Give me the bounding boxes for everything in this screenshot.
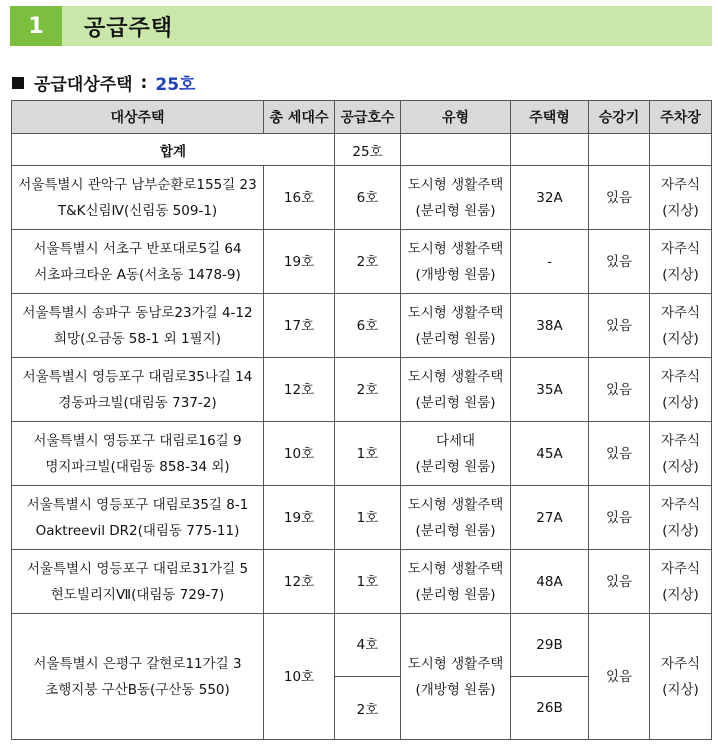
supply-cell — [335, 166, 401, 230]
parking-cell-line-2: (지상) — [662, 458, 699, 475]
header-supply-units: 공급호수 — [335, 101, 401, 134]
address-cell — [12, 358, 264, 422]
table-row — [12, 486, 712, 550]
empty-cell — [511, 134, 589, 166]
parking-cell — [650, 422, 712, 486]
parking-cell-line-2: (지상) — [662, 586, 699, 603]
elevator-cell-line-1: 있음 — [605, 189, 633, 206]
table-row — [12, 550, 712, 614]
address-cell-line-2: 초행지붕 구산B동(구산동 550) — [45, 681, 230, 698]
empty-cell — [650, 134, 712, 166]
households-cell — [264, 486, 335, 550]
address-cell — [12, 486, 264, 550]
address-cell-line-1: 서울특별시 은평구 갈현로11가길 3 — [33, 655, 242, 672]
header-parking: 주차장 — [650, 101, 712, 134]
supply-housing-table — [11, 100, 712, 740]
size-cell — [511, 294, 589, 358]
section-number: 1 — [10, 6, 62, 46]
parking-cell — [650, 358, 712, 422]
address-cell — [12, 614, 264, 740]
supply-cell — [335, 677, 401, 740]
elevator-cell-line-1: 있음 — [605, 573, 633, 590]
size-cell — [511, 422, 589, 486]
size-cell-line-1: - — [547, 253, 552, 270]
type-cell — [401, 486, 511, 550]
empty-cell — [401, 134, 511, 166]
parking-cell-line-1: 자주식 — [660, 432, 701, 449]
households-cell-line-1: 19호 — [283, 253, 315, 270]
type-cell-line-2: (분리형 원룸) — [415, 586, 496, 603]
address-cell-line-1: 서울특별시 서초구 반포대로5길 64 — [33, 240, 242, 257]
header-type: 유형 — [401, 101, 511, 134]
address-cell-line-2: Oaktreevil DR2(대림동 775-11) — [35, 522, 240, 539]
header-elevator: 승강기 — [589, 101, 650, 134]
size-cell — [511, 230, 589, 294]
size-cell — [511, 358, 589, 422]
subheading — [12, 70, 195, 95]
parking-cell-line-2: (지상) — [662, 266, 699, 283]
supply-cell-line-1: 1호 — [356, 573, 379, 590]
type-cell-line-1: 도시형 생활주택 — [407, 368, 504, 385]
empty-cell — [589, 134, 650, 166]
households-cell-line-1: 17호 — [283, 317, 315, 334]
address-cell-line-1: 서울특별시 영등포구 대림로35나길 14 — [22, 368, 253, 385]
table-row — [12, 166, 712, 230]
parking-cell — [650, 230, 712, 294]
parking-cell-line-1: 자주식 — [660, 496, 701, 513]
table-row — [12, 358, 712, 422]
households-cell — [264, 230, 335, 294]
parking-cell-line-2: (지상) — [662, 681, 699, 698]
type-cell — [401, 230, 511, 294]
parking-cell-line-2: (지상) — [662, 202, 699, 219]
supply-cell-line-1: 4호 — [356, 637, 379, 653]
type-cell-line-2: (분리형 원룸) — [415, 330, 496, 347]
address-cell-line-2: 서초파크타운 A동(서초동 1478-9) — [34, 266, 241, 283]
type-cell — [401, 166, 511, 230]
subheading-count: 25호 — [155, 75, 196, 95]
parking-cell-line-1: 자주식 — [660, 655, 701, 672]
address-cell-line-2: 현도빌리지Ⅶ(대림동 729-7) — [50, 586, 225, 603]
elevator-cell-line-1: 있음 — [605, 509, 633, 526]
type-cell-line-1: 도시형 생활주택 — [407, 496, 504, 513]
size-cell-line-1: 45A — [536, 445, 563, 462]
supply-cell-line-1: 2호 — [356, 381, 379, 398]
type-cell-line-1: 도시형 생활주택 — [407, 560, 504, 577]
size-cell-line-1: 48A — [536, 573, 563, 590]
address-cell-line-1: 서울특별시 영등포구 대림로16길 9 — [33, 432, 242, 449]
total-row — [12, 134, 712, 166]
address-cell-line-2: 희망(오금동 58-1 외 1필지) — [54, 330, 221, 347]
supply-cell — [335, 550, 401, 614]
type-cell-line-1: 도시형 생활주택 — [407, 655, 504, 672]
address-cell-line-1: 서울특별시 송파구 동남로23가길 4-12 — [22, 304, 253, 321]
elevator-cell — [589, 486, 650, 550]
households-cell — [264, 358, 335, 422]
type-cell — [401, 358, 511, 422]
size-cell — [511, 486, 589, 550]
elevator-cell-line-1: 있음 — [605, 253, 633, 270]
households-cell — [264, 614, 335, 740]
supply-cell — [335, 358, 401, 422]
parking-cell-line-1: 자주식 — [660, 560, 701, 577]
households-cell-line-1: 16호 — [283, 189, 315, 206]
subheading-colon: : — [140, 72, 148, 93]
elevator-cell — [589, 294, 650, 358]
elevator-cell — [589, 614, 650, 740]
supply-cell-line-1: 2호 — [356, 702, 379, 718]
size-cell-line-1: 35A — [536, 381, 563, 398]
address-cell — [12, 294, 264, 358]
parking-cell — [650, 486, 712, 550]
elevator-cell — [589, 166, 650, 230]
households-cell-line-1: 12호 — [283, 573, 315, 590]
parking-cell-line-1: 자주식 — [660, 368, 701, 385]
type-cell-line-2: (분리형 원룸) — [415, 394, 496, 411]
type-cell-line-1: 도시형 생활주택 — [407, 240, 504, 257]
table-row — [12, 294, 712, 358]
elevator-cell-line-1: 있음 — [605, 445, 633, 462]
address-cell — [12, 230, 264, 294]
parking-cell — [650, 166, 712, 230]
address-cell — [12, 550, 264, 614]
elevator-cell-line-1: 있음 — [605, 668, 633, 685]
households-cell-line-1: 12호 — [283, 381, 315, 398]
address-cell-line-2: 경동파크빌(대림동 737-2) — [58, 394, 217, 411]
parking-cell-line-1: 자주식 — [660, 304, 701, 321]
size-cell-line-1: 26B — [536, 700, 563, 716]
parking-cell — [650, 550, 712, 614]
parking-cell-line-1: 자주식 — [660, 240, 701, 257]
size-cell — [511, 677, 589, 740]
supply-cell-line-1: 6호 — [356, 189, 379, 206]
type-cell-line-1: 도시형 생활주택 — [407, 176, 504, 193]
table-row — [12, 422, 712, 486]
supply-cell — [335, 422, 401, 486]
type-cell-line-2: (분리형 원룸) — [415, 202, 496, 219]
parking-cell-line-1: 자주식 — [660, 176, 701, 193]
households-cell-line-1: 19호 — [283, 509, 315, 526]
type-cell-line-2: (분리형 원룸) — [415, 522, 496, 539]
supply-cell — [335, 614, 401, 677]
supply-cell-line-1: 1호 — [356, 445, 379, 462]
supply-cell-line-1: 6호 — [356, 317, 379, 334]
type-cell — [401, 614, 511, 740]
header-housing-size: 주택형 — [511, 101, 589, 134]
type-cell-line-2: (개방형 원룸) — [415, 266, 496, 283]
supply-cell — [335, 486, 401, 550]
parking-cell-line-2: (지상) — [662, 394, 699, 411]
households-cell-line-1: 10호 — [283, 445, 315, 462]
address-cell-line-1: 서울특별시 영등포구 대림로31가길 5 — [26, 560, 249, 577]
total-label: 합계 — [12, 134, 335, 166]
header-total-households: 총 세대수 — [264, 101, 335, 134]
table-row — [12, 230, 712, 294]
elevator-cell — [589, 230, 650, 294]
size-cell-line-1: 32A — [536, 189, 563, 206]
elevator-cell — [589, 422, 650, 486]
header-target-housing: 대상주택 — [12, 101, 264, 134]
parking-cell — [650, 614, 712, 740]
type-cell-line-1: 다세대 — [435, 432, 476, 449]
supply-cell — [335, 294, 401, 358]
type-cell-line-2: (분리형 원룸) — [415, 458, 496, 475]
type-cell-line-2: (개방형 원룸) — [415, 681, 496, 698]
supply-cell-line-1: 1호 — [356, 509, 379, 526]
address-cell-line-2: T&K신림Ⅳ(신림동 509-1) — [57, 202, 218, 219]
size-cell — [511, 550, 589, 614]
households-cell-line-1: 10호 — [283, 668, 315, 685]
supply-cell-line-1: 2호 — [356, 253, 379, 270]
section-title: 공급주택 — [84, 15, 174, 41]
subheading-label: 공급대상주택 — [34, 75, 133, 95]
table-header-row — [12, 101, 712, 134]
parking-cell-line-2: (지상) — [662, 330, 699, 347]
type-cell — [401, 550, 511, 614]
section-banner — [10, 6, 712, 46]
size-cell-line-1: 27A — [536, 509, 563, 526]
type-cell — [401, 422, 511, 486]
elevator-cell — [589, 550, 650, 614]
households-cell — [264, 422, 335, 486]
parking-cell — [650, 294, 712, 358]
address-cell-line-1: 서울특별시 영등포구 대림로35길 8-1 — [26, 496, 249, 513]
supply-cell — [335, 230, 401, 294]
table-row — [12, 614, 712, 677]
address-cell-line-2: 명지파크빌(대림동 858-34 외) — [45, 458, 230, 475]
households-cell — [264, 294, 335, 358]
elevator-cell — [589, 358, 650, 422]
size-cell — [511, 166, 589, 230]
address-cell-line-1: 서울특별시 관악구 남부순환로155길 23 — [18, 176, 257, 193]
square-bullet-icon — [12, 77, 24, 89]
size-cell-line-1: 38A — [536, 317, 563, 334]
type-cell-line-1: 도시형 생활주택 — [407, 304, 504, 321]
size-cell — [511, 614, 589, 677]
elevator-cell-line-1: 있음 — [605, 317, 633, 334]
households-cell — [264, 166, 335, 230]
parking-cell-line-2: (지상) — [662, 522, 699, 539]
address-cell — [12, 422, 264, 486]
address-cell — [12, 166, 264, 230]
size-cell-line-1: 29B — [536, 637, 563, 653]
households-cell — [264, 550, 335, 614]
total-supply: 25호 — [335, 134, 401, 166]
type-cell — [401, 294, 511, 358]
elevator-cell-line-1: 있음 — [605, 381, 633, 398]
